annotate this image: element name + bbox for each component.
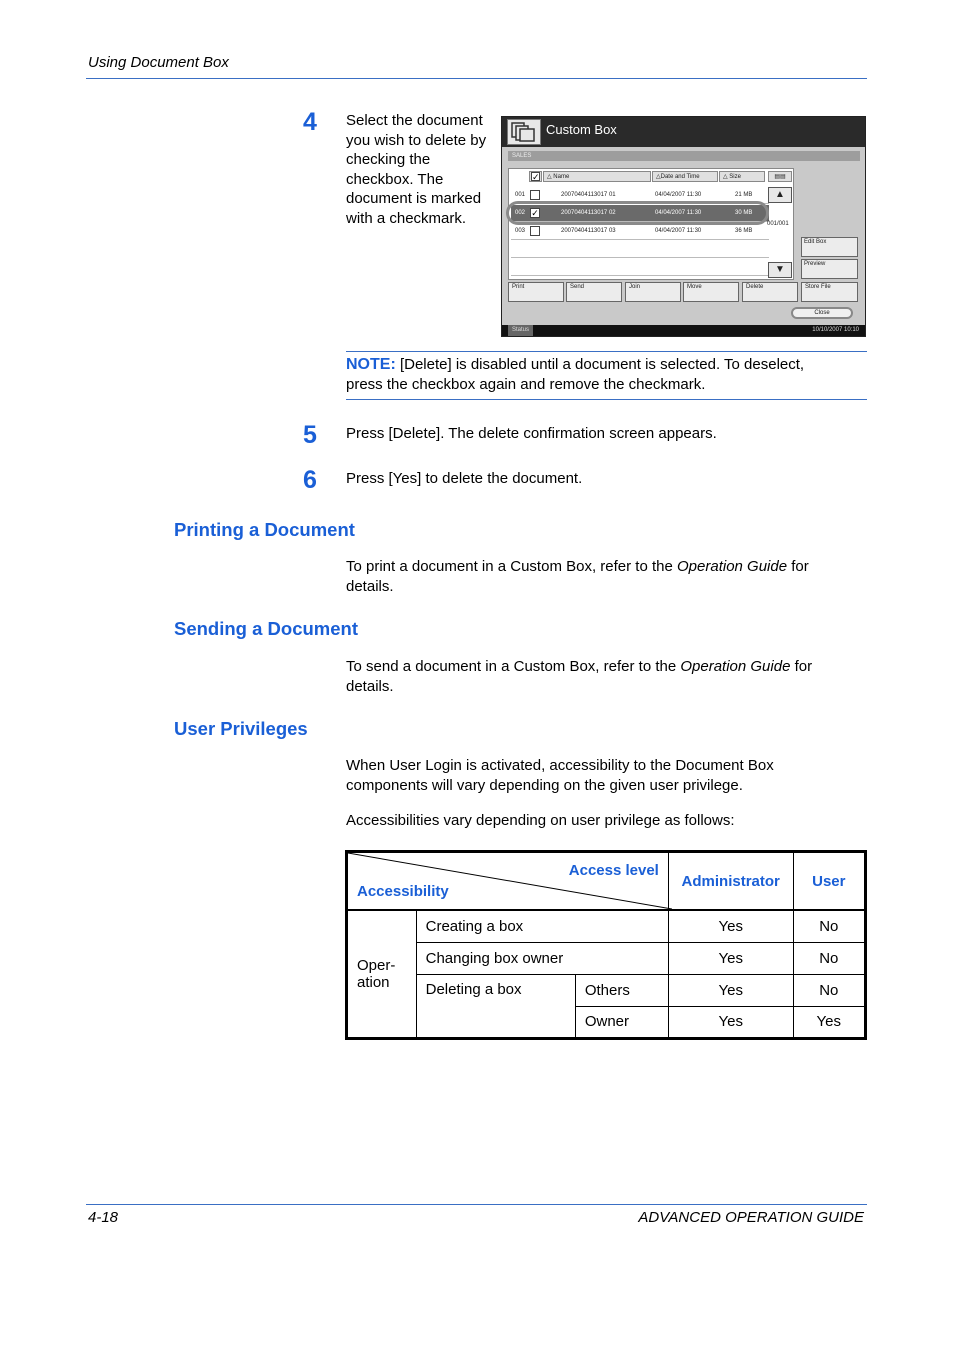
print-button[interactable]: Print: [508, 282, 564, 302]
box-name-bar: SALES: [508, 151, 860, 161]
printing-paragraph: [346, 557, 867, 596]
custom-box-screen: [501, 116, 866, 337]
heading-user-privileges: User Privileges: [174, 718, 308, 739]
privileges-paragraph-2: Accessibilities vary depending on user privilege as follows:: [346, 812, 735, 829]
row-number: 001: [515, 192, 526, 198]
operation-group-cell: [347, 910, 417, 1038]
note-top-rule: [346, 351, 867, 352]
header-rule: [86, 78, 867, 79]
row-size: 30 MB: [735, 210, 753, 216]
note-text: press the checkbox again and remove the checkmark.: [346, 375, 706, 393]
guide-title: ADVANCED OPERATION GUIDE: [638, 1209, 864, 1226]
delete-button[interactable]: Delete: [742, 282, 798, 302]
text: components will vary depending on the given user privilege.: [346, 776, 743, 794]
text: for: [790, 658, 813, 675]
table-row[interactable]: [511, 223, 769, 240]
screen-title-bar: [502, 117, 865, 147]
column-header-administrator: Administrator: [668, 852, 793, 911]
check-icon: ✓: [532, 172, 540, 182]
table-corner-cell: [347, 852, 669, 911]
select-all-checkbox[interactable]: [529, 171, 542, 182]
table-cell: No: [793, 974, 865, 1006]
text: To print a document in a Custom Box, refer to the: [346, 558, 677, 575]
step-6-text: Press [Yes] to delete the document.: [346, 470, 583, 487]
operation-guide-ref: Operation Guide: [680, 658, 791, 675]
edit-box-button[interactable]: Edit Box: [801, 237, 858, 257]
text: When User Login is activated, accessibility to the Document Box: [346, 757, 774, 774]
text: To send a document in a Custom Box, refer to the: [346, 658, 681, 675]
column-header-label: Name: [553, 174, 570, 180]
row-name: 20070404113017 01: [561, 192, 616, 198]
close-button[interactable]: Close: [791, 307, 853, 319]
table-cell: Creating a box: [416, 910, 668, 942]
table-row-empty: [511, 259, 769, 276]
join-button[interactable]: Join: [625, 282, 681, 302]
list-view-icon[interactable]: ▤▤: [768, 171, 792, 182]
row-name: 20070404113017 02: [561, 210, 616, 216]
step-4-line: Select the document: [346, 112, 483, 129]
row-checkbox[interactable]: [530, 190, 540, 200]
note-bottom-rule: [346, 399, 867, 400]
scroll-down-button[interactable]: ▼: [768, 262, 792, 278]
table-row: [347, 910, 866, 942]
text: Oper-: [357, 956, 396, 974]
text: ation: [357, 973, 390, 991]
footer-rule: [86, 1204, 867, 1205]
table-cell: Yes: [668, 974, 793, 1006]
step-4-line: checking the: [346, 151, 431, 168]
note: [346, 355, 867, 394]
row-date: 04/04/2007 11:30: [655, 192, 702, 198]
row-number: 003: [515, 228, 526, 234]
row-number: 002: [515, 210, 526, 216]
table-cell: Deleting a box: [416, 974, 575, 1038]
privileges-paragraph-1: [346, 756, 867, 795]
selection-highlight: [506, 201, 769, 225]
step-4-number: 4: [303, 108, 317, 136]
running-header: Using Document Box: [88, 54, 229, 71]
table-cell: Owner: [575, 1006, 668, 1038]
text: for: [787, 558, 809, 575]
column-header-label: Date and Time: [660, 174, 700, 180]
move-button[interactable]: Move: [683, 282, 739, 302]
column-header-label: Size: [729, 174, 741, 180]
table-row-empty: [511, 241, 769, 258]
step-4-line: document is marked: [346, 190, 482, 207]
column-header-user: User: [793, 852, 865, 911]
step-5-number: 5: [303, 421, 317, 449]
table-cell: Yes: [793, 1006, 865, 1038]
row-size: 36 MB: [735, 228, 753, 234]
step-6-number: 6: [303, 466, 317, 494]
text: details.: [346, 577, 394, 595]
row-name: 20070404113017 03: [561, 228, 616, 234]
table-cell: Yes: [668, 1006, 793, 1038]
row-checkbox[interactable]: [530, 226, 540, 236]
preview-button[interactable]: Preview: [801, 259, 858, 279]
operation-guide-ref: Operation Guide: [677, 558, 788, 575]
table-row: [347, 974, 866, 1006]
status-datetime: 10/10/2007 10:10: [812, 327, 859, 333]
row-checkbox-checked[interactable]: ✓: [531, 208, 539, 218]
privileges-table: [345, 850, 867, 1040]
table-cell: No: [793, 910, 865, 942]
scroll-up-button[interactable]: ▲: [768, 187, 792, 203]
sending-paragraph: [346, 657, 867, 696]
step-4-line: checkbox. The: [346, 170, 444, 188]
step-4-line: with a checkmark.: [346, 209, 467, 227]
column-header-size[interactable]: △ Size: [719, 171, 765, 182]
page-number: 4-18: [88, 1209, 119, 1226]
table-cell: Yes: [668, 942, 793, 974]
table-row: [347, 942, 866, 974]
text: details.: [346, 677, 394, 695]
send-button[interactable]: Send: [566, 282, 622, 302]
heading-sending: Sending a Document: [174, 618, 358, 639]
status-button[interactable]: Status: [508, 325, 533, 336]
row-date: 04/04/2007 11:30: [655, 228, 702, 234]
table-cell: No: [793, 942, 865, 974]
table-cell: Others: [575, 974, 668, 1006]
note-text: [Delete] is disabled until a document is selected. To deselect,: [399, 356, 805, 373]
heading-printing: Printing a Document: [174, 519, 355, 540]
row-size: 21 MB: [735, 192, 753, 198]
row-date: 04/04/2007 11:30: [655, 210, 702, 216]
document-box-icon: [507, 119, 541, 145]
screen-title: Custom Box: [546, 122, 617, 137]
column-header-name[interactable]: △ Name: [543, 171, 651, 182]
table-cell: Changing box owner: [416, 942, 668, 974]
note-label: NOTE:: [346, 356, 396, 373]
step-4-text: [346, 111, 496, 228]
page-count: 001/001: [767, 221, 789, 227]
step-4-line: you wish to delete by: [346, 131, 487, 149]
step-5-text: Press [Delete]. The delete confirmation screen appears.: [346, 425, 717, 442]
store-file-button[interactable]: Store File: [801, 282, 858, 302]
status-bar: [502, 325, 865, 336]
column-header-date[interactable]: △Date and Time: [652, 171, 718, 182]
access-level-label: Access level: [568, 862, 659, 879]
table-cell: Yes: [668, 910, 793, 942]
accessibility-label: Accessibility: [357, 883, 449, 900]
